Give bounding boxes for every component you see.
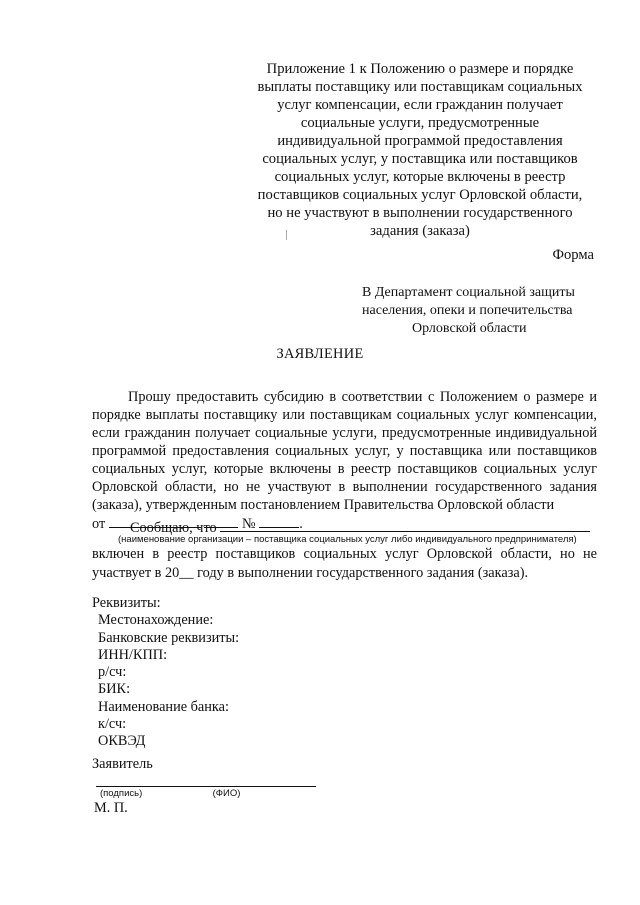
requisites-heading: Реквизиты: (92, 595, 161, 611)
signature-line[interactable] (96, 786, 316, 787)
name-caption: (ФИО) (212, 788, 241, 799)
requisite-item: ОКВЭД (98, 733, 146, 750)
addressee-line: населения, опеки и попечительства (362, 303, 573, 318)
requisite-item: ИНН/КПП: (98, 646, 168, 663)
addressee-block (362, 284, 602, 338)
addressee-line: В Департамент социальной защиты (362, 285, 575, 300)
appendix-line: выплаты поставщику или поставщикам социальных (257, 79, 583, 95)
document-title: ЗАЯВЛЕНИЕ (276, 346, 364, 362)
appendix-header (240, 60, 600, 240)
form-label: Форма (552, 247, 594, 263)
appendix-line: но не участвуют в выполнении государственного (267, 205, 573, 221)
request-text: Прошу предоставить субсидию в соответствии с Положением о размере и порядке выплаты поставщику или поставщикам социальных услуг компенсации, если гражданин получает социальные услуги, предусмотренные индивидуальной программой предоставления социальных услуг, у поставщика или поставщиков социальных услуг, которые включены в реестр поставщиков социальных услуг Орловской области, но не участвуют в выполнении государственного задания (заказа), утвержденным постановлением Правительства Орловской области (92, 389, 597, 513)
requisites-block (92, 595, 239, 751)
date-line-end: . (299, 516, 303, 532)
requisite-item: Наименование банка: (98, 698, 229, 715)
number-sign: № (241, 516, 256, 532)
signature-caption: (подпись) (100, 788, 143, 799)
appendix-line: индивидуальной программой предоставления (277, 133, 563, 149)
requisite-item: БИК: (98, 681, 131, 698)
date-from-label: от (92, 516, 106, 532)
applicant-label: Заявитель (92, 756, 153, 772)
appendix-line: социальных услуг, которые включены в реестр (274, 169, 566, 185)
report-lead: Сообщаю, что (130, 520, 217, 536)
signature-captions (100, 788, 240, 799)
requisite-item: р/сч: (98, 664, 127, 681)
appendix-line: социальных услуг, у поставщика или поставщиков (262, 151, 578, 167)
appendix-line: услуг компенсации, если гражданин получает (277, 97, 563, 113)
organization-caption: (наименование организации – поставщика социальных услуг либо индивидуального предпринимателя) (118, 534, 577, 545)
addressee-line: Орловской области (412, 321, 527, 336)
scan-artifact (286, 230, 287, 240)
seal-label: М. П. (94, 800, 128, 816)
report-continuation: включен в реестр поставщиков социальных услуг Орловской области, но не участвует в 20__ году в выполнении государственного задания (заказа). (92, 546, 597, 581)
request-paragraph (92, 388, 597, 533)
requisite-item: Местонахождение: (98, 612, 214, 629)
appendix-line: поставщиков социальных услуг Орловской области, (257, 187, 583, 203)
appendix-line: Приложение 1 к Положению о размере и порядке (266, 61, 574, 77)
requisite-item: Банковские реквизиты: (98, 629, 240, 646)
appendix-line: социальные услуги, предусмотренные (300, 115, 540, 131)
requisite-item: к/сч: (98, 716, 127, 733)
appendix-line: задания (заказа) (370, 223, 470, 239)
organization-name-blank[interactable] (220, 518, 590, 532)
